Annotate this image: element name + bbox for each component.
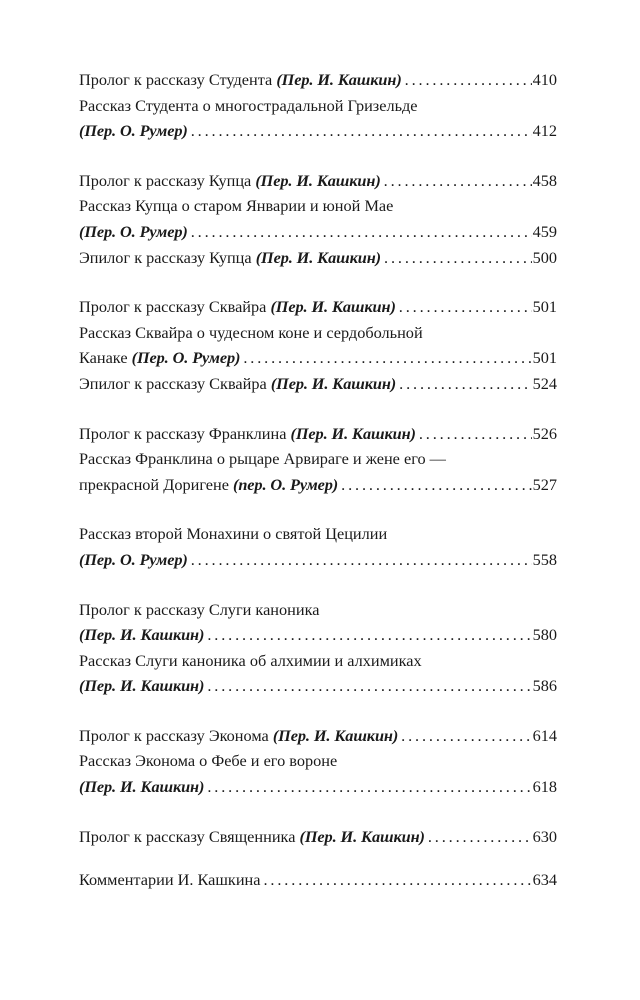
toc-line bbox=[79, 472, 557, 498]
toc-entry[interactable] bbox=[79, 521, 557, 572]
toc-line bbox=[79, 245, 557, 271]
dot-leader bbox=[402, 67, 532, 93]
page-number: 527 bbox=[532, 474, 557, 494]
toc-entry[interactable] bbox=[79, 723, 557, 749]
page-number: 524 bbox=[532, 373, 557, 393]
entry-title: Пролог к рассказу Эконома bbox=[79, 725, 273, 745]
page-number: 618 bbox=[532, 777, 557, 797]
toc-line bbox=[79, 371, 557, 397]
page-number: 501 bbox=[532, 297, 557, 317]
entry-title: Рассказ Франклина о рыцаре Арвираге и жене его — bbox=[79, 449, 446, 469]
toc-line bbox=[79, 748, 557, 774]
toc-section bbox=[79, 521, 557, 572]
entry-title: прекрасной Доригене bbox=[79, 474, 234, 494]
toc-line bbox=[79, 622, 557, 648]
dot-leader bbox=[260, 867, 531, 893]
toc-line bbox=[79, 723, 557, 749]
dot-leader bbox=[416, 421, 532, 447]
toc-line bbox=[79, 648, 557, 674]
toc-line bbox=[79, 168, 557, 194]
toc-section bbox=[79, 723, 557, 800]
dot-leader bbox=[240, 345, 531, 371]
entry-title: Пролог к рассказу Франклина bbox=[79, 423, 291, 443]
entry-title: Пролог к рассказу Купца bbox=[79, 170, 256, 190]
translator-credit: (Пер. И. Кашкин) bbox=[270, 297, 396, 317]
toc-section bbox=[79, 867, 557, 893]
entry-title: Канаке bbox=[79, 348, 132, 368]
page-number: 580 bbox=[532, 625, 557, 645]
entry-title: Рассказ Студента о многострадальной Гризельде bbox=[79, 95, 418, 115]
dot-leader bbox=[188, 547, 532, 573]
toc-entry[interactable] bbox=[79, 867, 557, 893]
page-number: 586 bbox=[532, 676, 557, 696]
entry-title: Эпилог к рассказу Купца bbox=[79, 247, 256, 267]
table-of-contents bbox=[79, 67, 557, 917]
toc-line bbox=[79, 446, 557, 472]
translator-credit: (Пер. И. Кашкин) bbox=[79, 676, 205, 696]
dot-leader bbox=[396, 371, 531, 397]
toc-line bbox=[79, 294, 557, 320]
translator-credit: (Пер. И. Кашкин) bbox=[255, 247, 381, 267]
translator-credit: (Пер. И. Кашкин) bbox=[79, 625, 205, 645]
toc-entry[interactable] bbox=[79, 597, 557, 648]
toc-line bbox=[79, 345, 557, 371]
translator-credit: (Пер. И. Кашкин) bbox=[255, 170, 381, 190]
entry-title: Рассказ Сквайра о чудесном коне и сердобольной bbox=[79, 322, 423, 342]
toc-section bbox=[79, 67, 557, 144]
translator-credit: (Пер. И. Кашкин) bbox=[270, 373, 397, 393]
toc-entry[interactable] bbox=[79, 320, 557, 371]
dot-leader bbox=[338, 472, 531, 498]
translator-credit: (Пер. О. Румер) bbox=[131, 348, 241, 368]
translator-credit: (Пер. И. Кашкин) bbox=[79, 777, 205, 797]
dot-leader bbox=[381, 245, 532, 271]
toc-line bbox=[79, 824, 557, 850]
entry-title: Рассказ Эконома о Фебе и его вороне bbox=[79, 751, 338, 771]
page-number: 459 bbox=[532, 221, 557, 241]
page-number: 458 bbox=[532, 170, 557, 190]
dot-leader bbox=[425, 824, 532, 850]
toc-line bbox=[79, 673, 557, 699]
page-number: 412 bbox=[532, 121, 557, 141]
dot-leader bbox=[204, 673, 531, 699]
toc-section bbox=[79, 421, 557, 498]
toc-entry[interactable] bbox=[79, 421, 557, 447]
toc-line bbox=[79, 118, 557, 144]
toc-line bbox=[79, 421, 557, 447]
translator-credit: (Пер. И. Кашкин) bbox=[299, 826, 425, 846]
toc-entry[interactable] bbox=[79, 193, 557, 244]
toc-line bbox=[79, 547, 557, 573]
dot-leader bbox=[381, 168, 532, 194]
entry-title: Эпилог к рассказу Сквайра bbox=[79, 373, 271, 393]
entry-title: Пролог к рассказу Студента bbox=[79, 70, 277, 89]
dot-leader bbox=[188, 219, 532, 245]
page-number: 630 bbox=[532, 826, 557, 846]
toc-line bbox=[79, 320, 557, 346]
toc-line bbox=[79, 774, 557, 800]
toc-entry[interactable] bbox=[79, 245, 557, 271]
translator-credit: (Пер. И. Кашкин) bbox=[290, 423, 416, 443]
page-number: 558 bbox=[532, 549, 557, 569]
translator-credit: (Пер. И. Кашкин) bbox=[272, 725, 399, 745]
page-number: 501 bbox=[532, 348, 557, 368]
entry-title: Пролог к рассказу Сквайра bbox=[79, 297, 271, 317]
dot-leader bbox=[396, 294, 532, 320]
page-number: 410 bbox=[532, 70, 557, 89]
page-number: 500 bbox=[532, 247, 557, 267]
dot-leader bbox=[188, 118, 532, 144]
toc-section bbox=[79, 294, 557, 396]
toc-entry[interactable] bbox=[79, 67, 557, 93]
entry-title: Пролог к рассказу Слуги каноника bbox=[79, 599, 320, 619]
toc-entry[interactable] bbox=[79, 168, 557, 194]
toc-line bbox=[79, 597, 557, 623]
toc-line bbox=[79, 193, 557, 219]
toc-entry[interactable] bbox=[79, 748, 557, 799]
dot-leader bbox=[204, 774, 531, 800]
toc-line bbox=[79, 521, 557, 547]
toc-entry[interactable] bbox=[79, 294, 557, 320]
entry-title: Рассказ второй Монахини о святой Цецилии bbox=[79, 524, 388, 544]
toc-section bbox=[79, 168, 557, 270]
toc-line bbox=[79, 867, 557, 893]
toc-entry[interactable] bbox=[79, 93, 557, 144]
entry-title: Рассказ Слуги каноника об алхимии и алхимиках bbox=[79, 650, 422, 670]
toc-line bbox=[79, 67, 557, 93]
toc-section bbox=[79, 824, 557, 850]
translator-credit: (Пер. О. Румер) bbox=[79, 221, 188, 241]
toc-section bbox=[79, 597, 557, 699]
toc-entry[interactable] bbox=[79, 824, 557, 850]
toc-entry[interactable] bbox=[79, 446, 557, 497]
translator-credit: (пер. О. Румер) bbox=[233, 474, 339, 494]
page-number: 526 bbox=[532, 423, 557, 443]
toc-entry[interactable] bbox=[79, 371, 557, 397]
translator-credit: (Пер. О. Румер) bbox=[79, 121, 188, 141]
dot-leader bbox=[204, 622, 531, 648]
page-number: 634 bbox=[532, 870, 557, 890]
entry-title: Комментарии И. Кашкина bbox=[79, 870, 261, 890]
toc-entry[interactable] bbox=[79, 648, 557, 699]
page-number: 614 bbox=[532, 725, 557, 745]
entry-title: Пролог к рассказу Священника bbox=[79, 826, 300, 846]
toc-line bbox=[79, 93, 557, 119]
translator-credit: (Пер. О. Румер) bbox=[79, 549, 188, 569]
dot-leader bbox=[398, 723, 531, 749]
entry-title: Рассказ Купца о старом Январии и юной Мае bbox=[79, 196, 394, 216]
translator-credit: (Пер. И. Кашкин) bbox=[276, 70, 402, 89]
toc-line bbox=[79, 219, 557, 245]
